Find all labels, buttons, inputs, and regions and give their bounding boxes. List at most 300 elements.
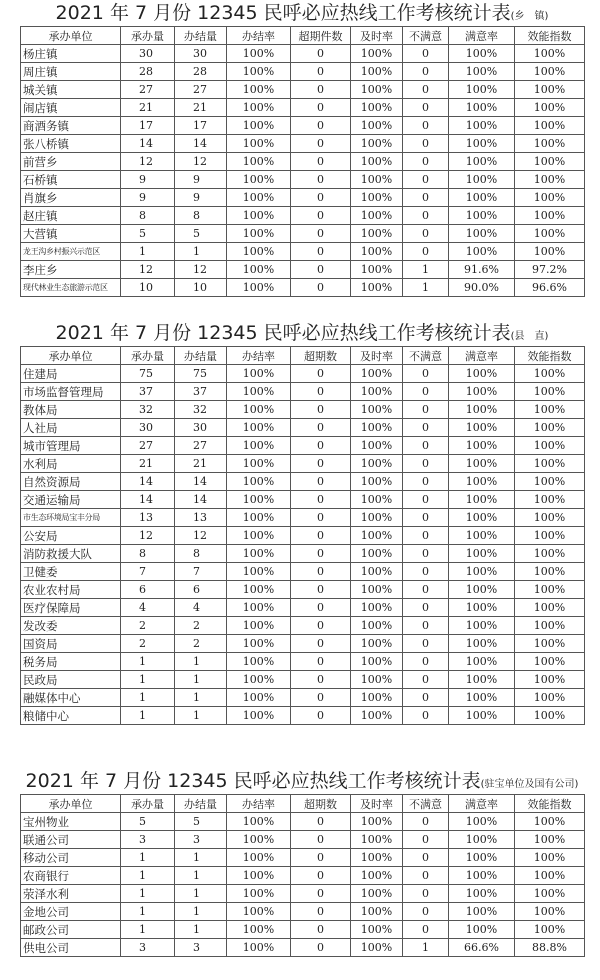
value-cell: 0	[403, 81, 449, 99]
value-cell: 100%	[515, 243, 585, 261]
column-header: 满意率	[449, 795, 515, 813]
unit-name-cell: 移动公司	[21, 849, 121, 867]
column-header: 承办单位	[21, 27, 121, 45]
value-cell: 100%	[515, 527, 585, 545]
value-cell: 75	[175, 365, 227, 383]
value-cell: 100%	[515, 903, 585, 921]
value-cell: 0	[291, 225, 351, 243]
value-cell: 100%	[351, 365, 403, 383]
value-cell: 0	[291, 707, 351, 725]
value-cell: 100%	[449, 99, 515, 117]
table-row	[21, 45, 585, 63]
value-cell: 37	[175, 383, 227, 401]
value-cell: 100%	[227, 189, 291, 207]
value-cell: 100%	[449, 491, 515, 509]
stats-table-county	[20, 346, 585, 725]
value-cell: 100%	[515, 545, 585, 563]
value-cell: 0	[291, 455, 351, 473]
value-cell: 1	[175, 653, 227, 671]
table-row	[21, 635, 585, 653]
value-cell: 100%	[227, 491, 291, 509]
column-header: 承办量	[121, 795, 175, 813]
value-cell: 100%	[351, 455, 403, 473]
value-cell: 100%	[351, 689, 403, 707]
value-cell: 100%	[449, 581, 515, 599]
table-row	[21, 849, 585, 867]
value-cell: 10	[121, 279, 175, 297]
unit-name-cell: 邮政公司	[21, 921, 121, 939]
value-cell: 1	[175, 707, 227, 725]
value-cell: 100%	[515, 635, 585, 653]
value-cell: 100%	[351, 885, 403, 903]
value-cell: 100%	[515, 473, 585, 491]
value-cell: 37	[121, 383, 175, 401]
value-cell: 1	[121, 243, 175, 261]
value-cell: 100%	[227, 279, 291, 297]
table-title: 2021 年 7 月份 12345 民呼必应热线工作考核统计表(县 直)	[55, 322, 549, 344]
value-cell: 27	[121, 81, 175, 99]
value-cell: 0	[291, 491, 351, 509]
value-cell: 100%	[351, 189, 403, 207]
value-cell: 0	[291, 831, 351, 849]
unit-name-cell: 人社局	[21, 419, 121, 437]
unit-name-cell: 商酒务镇	[21, 117, 121, 135]
value-cell: 0	[403, 903, 449, 921]
value-cell: 21	[175, 99, 227, 117]
value-cell: 0	[291, 509, 351, 527]
table-row	[21, 171, 585, 189]
value-cell: 100%	[515, 617, 585, 635]
table-row	[21, 135, 585, 153]
value-cell: 0	[403, 527, 449, 545]
value-cell: 1	[121, 671, 175, 689]
column-header: 办结量	[175, 795, 227, 813]
unit-name-cell: 宝州物业	[21, 813, 121, 831]
value-cell: 32	[121, 401, 175, 419]
value-cell: 100%	[449, 671, 515, 689]
value-cell: 0	[291, 563, 351, 581]
value-cell: 0	[291, 921, 351, 939]
unit-name-cell: 杨庄镇	[21, 45, 121, 63]
value-cell: 100%	[515, 207, 585, 225]
value-cell: 100%	[515, 885, 585, 903]
table-row	[21, 455, 585, 473]
value-cell: 100%	[351, 279, 403, 297]
value-cell: 0	[403, 135, 449, 153]
value-cell: 100%	[351, 707, 403, 725]
value-cell: 1	[121, 849, 175, 867]
value-cell: 32	[175, 401, 227, 419]
value-cell: 100%	[351, 635, 403, 653]
value-cell: 5	[121, 813, 175, 831]
value-cell: 0	[403, 509, 449, 527]
value-cell: 100%	[351, 849, 403, 867]
value-cell: 100%	[227, 867, 291, 885]
value-cell: 100%	[227, 419, 291, 437]
value-cell: 100%	[449, 437, 515, 455]
value-cell: 0	[291, 63, 351, 81]
value-cell: 100%	[227, 117, 291, 135]
table-row	[21, 279, 585, 297]
value-cell: 0	[291, 171, 351, 189]
unit-name-cell: 住建局	[21, 365, 121, 383]
unit-name-cell: 肖旗乡	[21, 189, 121, 207]
value-cell: 100%	[351, 563, 403, 581]
value-cell: 4	[175, 599, 227, 617]
column-header: 效能指数	[515, 795, 585, 813]
table-row	[21, 383, 585, 401]
value-cell: 0	[403, 455, 449, 473]
unit-name-cell: 供电公司	[21, 939, 121, 957]
unit-name-cell: 民政局	[21, 671, 121, 689]
value-cell: 17	[121, 117, 175, 135]
value-cell: 0	[291, 671, 351, 689]
column-header: 办结率	[227, 347, 291, 365]
value-cell: 3	[121, 939, 175, 957]
value-cell: 0	[291, 419, 351, 437]
unit-name-cell: 荥泽水利	[21, 885, 121, 903]
value-cell: 12	[121, 527, 175, 545]
value-cell: 100%	[351, 599, 403, 617]
unit-name-cell: 周庄镇	[21, 63, 121, 81]
value-cell: 0	[403, 153, 449, 171]
value-cell: 0	[403, 707, 449, 725]
table-row	[21, 599, 585, 617]
value-cell: 8	[175, 207, 227, 225]
value-cell: 100%	[227, 831, 291, 849]
value-cell: 0	[403, 437, 449, 455]
value-cell: 100%	[227, 849, 291, 867]
value-cell: 100%	[351, 171, 403, 189]
value-cell: 0	[291, 81, 351, 99]
value-cell: 5	[121, 225, 175, 243]
value-cell: 1	[175, 921, 227, 939]
table-row	[21, 365, 585, 383]
unit-name-cell: 石桥镇	[21, 171, 121, 189]
value-cell: 100%	[449, 527, 515, 545]
value-cell: 88.8%	[515, 939, 585, 957]
value-cell: 14	[121, 135, 175, 153]
value-cell: 1	[175, 689, 227, 707]
value-cell: 13	[121, 509, 175, 527]
value-cell: 100%	[515, 509, 585, 527]
table-row	[21, 99, 585, 117]
value-cell: 30	[121, 45, 175, 63]
value-cell: 100%	[515, 867, 585, 885]
value-cell: 0	[291, 99, 351, 117]
unit-name-cell: 自然资源局	[21, 473, 121, 491]
value-cell: 0	[291, 261, 351, 279]
table-row	[21, 117, 585, 135]
value-cell: 100%	[351, 401, 403, 419]
column-header: 效能指数	[515, 27, 585, 45]
table-row	[21, 491, 585, 509]
value-cell: 0	[291, 689, 351, 707]
value-cell: 2	[175, 617, 227, 635]
value-cell: 100%	[449, 117, 515, 135]
unit-name-cell: 交通运输局	[21, 491, 121, 509]
value-cell: 100%	[515, 135, 585, 153]
value-cell: 100%	[351, 437, 403, 455]
table-title: 2021 年 7 月份 12345 民呼必应热线工作考核统计表(乡 镇)	[55, 2, 549, 24]
value-cell: 100%	[227, 135, 291, 153]
table-row	[21, 921, 585, 939]
value-cell: 100%	[449, 473, 515, 491]
value-cell: 0	[291, 189, 351, 207]
value-cell: 0	[403, 419, 449, 437]
value-cell: 100%	[227, 885, 291, 903]
table-row	[21, 581, 585, 599]
value-cell: 100%	[227, 365, 291, 383]
value-cell: 0	[291, 867, 351, 885]
unit-name-cell: 龙王沟乡村振兴示范区	[21, 243, 121, 261]
value-cell: 0	[403, 365, 449, 383]
value-cell: 100%	[515, 671, 585, 689]
value-cell: 1	[175, 885, 227, 903]
value-cell: 10	[175, 279, 227, 297]
value-cell: 100%	[449, 563, 515, 581]
value-cell: 30	[175, 45, 227, 63]
value-cell: 100%	[227, 383, 291, 401]
unit-name-cell: 闹店镇	[21, 99, 121, 117]
value-cell: 100%	[351, 135, 403, 153]
value-cell: 100%	[351, 921, 403, 939]
value-cell: 100%	[515, 921, 585, 939]
value-cell: 100%	[351, 207, 403, 225]
unit-name-cell: 公安局	[21, 527, 121, 545]
value-cell: 100%	[515, 45, 585, 63]
value-cell: 100%	[351, 671, 403, 689]
table-row	[21, 527, 585, 545]
value-cell: 0	[291, 207, 351, 225]
value-cell: 28	[121, 63, 175, 81]
value-cell: 100%	[449, 207, 515, 225]
column-header: 承办量	[121, 27, 175, 45]
value-cell: 100%	[449, 903, 515, 921]
value-cell: 100%	[227, 653, 291, 671]
value-cell: 0	[291, 117, 351, 135]
value-cell: 100%	[227, 939, 291, 957]
value-cell: 100%	[449, 455, 515, 473]
value-cell: 8	[121, 545, 175, 563]
value-cell: 100%	[515, 653, 585, 671]
value-cell: 0	[403, 831, 449, 849]
column-header: 办结率	[227, 27, 291, 45]
unit-name-cell: 农商银行	[21, 867, 121, 885]
value-cell: 100%	[515, 455, 585, 473]
value-cell: 9	[175, 189, 227, 207]
value-cell: 0	[403, 491, 449, 509]
value-cell: 9	[121, 171, 175, 189]
value-cell: 100%	[351, 831, 403, 849]
unit-name-cell: 消防救援大队	[21, 545, 121, 563]
value-cell: 100%	[515, 383, 585, 401]
unit-name-cell: 税务局	[21, 653, 121, 671]
value-cell: 100%	[449, 225, 515, 243]
column-header: 超期数	[291, 795, 351, 813]
column-header: 及时率	[351, 795, 403, 813]
value-cell: 100%	[227, 171, 291, 189]
value-cell: 100%	[227, 153, 291, 171]
column-header: 承办量	[121, 347, 175, 365]
value-cell: 21	[121, 455, 175, 473]
value-cell: 1	[403, 261, 449, 279]
value-cell: 1	[175, 903, 227, 921]
table-row	[21, 153, 585, 171]
value-cell: 0	[403, 653, 449, 671]
table-row	[21, 189, 585, 207]
stats-table-towns	[20, 26, 585, 297]
column-header: 办结量	[175, 347, 227, 365]
value-cell: 0	[403, 117, 449, 135]
value-cell: 100%	[449, 135, 515, 153]
table-row	[21, 437, 585, 455]
value-cell: 0	[403, 581, 449, 599]
column-header: 不满意	[403, 347, 449, 365]
value-cell: 30	[175, 419, 227, 437]
value-cell: 100%	[227, 545, 291, 563]
unit-name-cell: 现代林业生态旅游示范区	[21, 279, 121, 297]
value-cell: 0	[291, 849, 351, 867]
value-cell: 0	[403, 617, 449, 635]
table-row	[21, 225, 585, 243]
value-cell: 100%	[515, 117, 585, 135]
value-cell: 0	[291, 903, 351, 921]
table-row	[21, 831, 585, 849]
value-cell: 100%	[449, 401, 515, 419]
column-header: 满意率	[449, 347, 515, 365]
table-row	[21, 653, 585, 671]
value-cell: 100%	[227, 455, 291, 473]
column-header: 承办单位	[21, 795, 121, 813]
value-cell: 27	[175, 437, 227, 455]
value-cell: 14	[121, 491, 175, 509]
table-row	[21, 261, 585, 279]
value-cell: 90.0%	[449, 279, 515, 297]
value-cell: 0	[403, 207, 449, 225]
value-cell: 100%	[449, 171, 515, 189]
value-cell: 100%	[449, 45, 515, 63]
value-cell: 0	[403, 689, 449, 707]
value-cell: 100%	[515, 437, 585, 455]
value-cell: 100%	[449, 81, 515, 99]
value-cell: 13	[175, 509, 227, 527]
value-cell: 100%	[449, 849, 515, 867]
value-cell: 14	[175, 135, 227, 153]
value-cell: 30	[121, 419, 175, 437]
value-cell: 100%	[515, 419, 585, 437]
value-cell: 0	[291, 635, 351, 653]
table-row	[21, 707, 585, 725]
value-cell: 2	[175, 635, 227, 653]
value-cell: 100%	[449, 707, 515, 725]
unit-name-cell: 国资局	[21, 635, 121, 653]
table-section-towns	[20, 0, 584, 297]
unit-name-cell: 医疗保障局	[21, 599, 121, 617]
value-cell: 0	[291, 135, 351, 153]
value-cell: 12	[121, 261, 175, 279]
value-cell: 100%	[515, 491, 585, 509]
value-cell: 100%	[227, 921, 291, 939]
unit-name-cell: 发改委	[21, 617, 121, 635]
value-cell: 100%	[351, 81, 403, 99]
unit-name-cell: 联通公司	[21, 831, 121, 849]
value-cell: 100%	[449, 365, 515, 383]
unit-name-cell: 赵庄镇	[21, 207, 121, 225]
value-cell: 0	[403, 921, 449, 939]
value-cell: 0	[403, 885, 449, 903]
value-cell: 17	[175, 117, 227, 135]
value-cell: 100%	[351, 383, 403, 401]
value-cell: 3	[121, 831, 175, 849]
value-cell: 1	[121, 689, 175, 707]
value-cell: 1	[121, 867, 175, 885]
value-cell: 0	[403, 545, 449, 563]
table-row	[21, 671, 585, 689]
value-cell: 100%	[515, 707, 585, 725]
table-row	[21, 473, 585, 491]
value-cell: 0	[291, 527, 351, 545]
unit-name-cell: 卫健委	[21, 563, 121, 581]
value-cell: 100%	[227, 599, 291, 617]
value-cell: 0	[291, 243, 351, 261]
table-row	[21, 867, 585, 885]
value-cell: 0	[291, 437, 351, 455]
unit-name-cell: 融媒体中心	[21, 689, 121, 707]
value-cell: 100%	[227, 99, 291, 117]
value-cell: 100%	[351, 45, 403, 63]
value-cell: 100%	[449, 509, 515, 527]
value-cell: 100%	[449, 63, 515, 81]
table-title: 2021 年 7 月份 12345 民呼必应热线工作考核统计表(驻宝单位及国有公司)	[25, 770, 579, 792]
value-cell: 100%	[227, 243, 291, 261]
value-cell: 0	[403, 63, 449, 81]
value-cell: 6	[175, 581, 227, 599]
value-cell: 21	[175, 455, 227, 473]
value-cell: 0	[403, 813, 449, 831]
header-row	[21, 347, 585, 365]
stats-table-companies	[20, 794, 585, 957]
value-cell: 0	[403, 99, 449, 117]
value-cell: 5	[175, 225, 227, 243]
value-cell: 0	[291, 45, 351, 63]
value-cell: 100%	[351, 225, 403, 243]
unit-name-cell: 金地公司	[21, 903, 121, 921]
value-cell: 14	[175, 473, 227, 491]
value-cell: 100%	[515, 171, 585, 189]
value-cell: 0	[291, 885, 351, 903]
table-row	[21, 509, 585, 527]
value-cell: 8	[175, 545, 227, 563]
value-cell: 100%	[227, 401, 291, 419]
value-cell: 21	[121, 99, 175, 117]
value-cell: 0	[403, 599, 449, 617]
value-cell: 27	[175, 81, 227, 99]
unit-name-cell: 农业农村局	[21, 581, 121, 599]
unit-name-cell: 市生态环境局宝丰分局	[21, 509, 121, 527]
value-cell: 100%	[227, 473, 291, 491]
column-header: 及时率	[351, 27, 403, 45]
value-cell: 100%	[515, 81, 585, 99]
value-cell: 12	[175, 153, 227, 171]
column-header: 超期数	[291, 347, 351, 365]
value-cell: 100%	[351, 867, 403, 885]
value-cell: 0	[403, 867, 449, 885]
value-cell: 100%	[227, 207, 291, 225]
value-cell: 100%	[449, 617, 515, 635]
unit-name-cell: 大营镇	[21, 225, 121, 243]
value-cell: 96.6%	[515, 279, 585, 297]
